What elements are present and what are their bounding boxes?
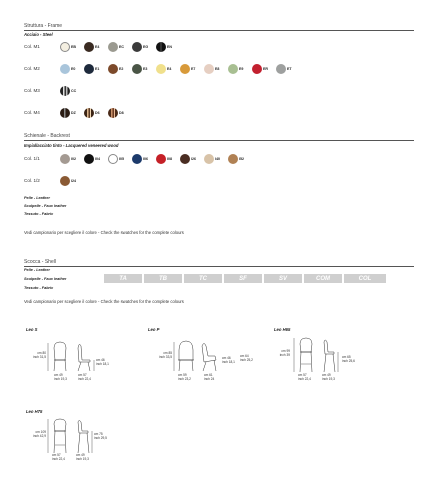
backrest-code-i52: I52 — [239, 157, 244, 161]
leo-h65-depth: cm 49 inch 19,3 — [322, 373, 335, 381]
leo-p-arm-height: cm 64 inch 25,2 — [240, 354, 253, 362]
leo-h75-seat-height: cm 75 inch 29,5 — [94, 432, 107, 440]
leo-h75-depth: cm 49 inch 19,3 — [76, 453, 89, 461]
frame-swatch-d6 — [84, 108, 94, 118]
frame-swatch-e0 — [60, 64, 70, 74]
backrest-swatch-i02 — [60, 154, 70, 164]
frame-code-er: ER — [263, 67, 268, 71]
backrest-subtitle: Impiallacciato tinto - Lacquered veneered wood — [24, 143, 119, 148]
frame-code-eb: EB — [71, 45, 76, 49]
backrest-swatch-i24 — [60, 176, 70, 186]
frame-swatch-e8 — [204, 64, 214, 74]
frame-swatch-dz — [60, 108, 70, 118]
backrest-fabric-leather: Pelle - Leather — [24, 196, 50, 200]
backrest-rule — [24, 140, 414, 141]
leo-s-depth: cm 57 inch 22,4 — [78, 373, 91, 381]
frame-title: Struttura - Frame — [24, 23, 63, 29]
leo-h65-height: cm 99 inch 39 — [279, 349, 290, 357]
frame-code-eg: EG — [143, 45, 149, 49]
frame-code-e4: E4 — [167, 67, 172, 71]
frame-swatch-er — [252, 64, 262, 74]
backrest-row-label: Col. 1/2 — [24, 178, 40, 183]
frame-code-et: ET — [287, 67, 292, 71]
backrest-note: Vedi campionario per scegliere il colore - Check the swatches for the complete colours — [24, 230, 184, 235]
frame-code-e9: E9 — [239, 67, 244, 71]
leo-p-depth: cm 61 inch 24 — [204, 373, 215, 381]
frame-swatch-e1 — [84, 64, 94, 74]
shell-fabric-faux: Sculpelle - Faux leather — [24, 277, 67, 281]
backrest-title: Schienale - Backrest — [24, 133, 70, 139]
backrest-swatch-i26 — [180, 154, 190, 164]
backrest-swatch-i06 — [132, 154, 142, 164]
frame-row-label: Col. M3 — [24, 88, 40, 93]
frame-swatch-e7 — [180, 64, 190, 74]
backrest-fabric-faux: Sculpelle - Faux leather — [24, 204, 67, 208]
frame-swatch-e2 — [108, 64, 118, 74]
leo-s-height: cm 80 inch 31,5 — [33, 351, 46, 359]
backrest-swatch-i52 — [228, 154, 238, 164]
backrest-swatch-i04 — [84, 154, 94, 164]
leo-p-width: cm 59 inch 23,2 — [178, 373, 191, 381]
shell-fabric-leather: Pelle - Leather — [24, 268, 50, 272]
model-leo-s-name: Leo S — [26, 327, 38, 332]
frame-swatch-e3 — [132, 64, 142, 74]
shell-code-sv: SV — [264, 274, 302, 283]
frame-rule — [24, 30, 414, 31]
shell-rule — [24, 266, 414, 267]
backrest-code-i08: I08 — [167, 157, 172, 161]
leo-h75-front-drawing — [48, 418, 98, 458]
shell-title: Scocca - Shell — [24, 259, 56, 265]
backrest-row-label: Col. 1/1 — [24, 156, 40, 161]
shell-fabric-fabric: Tessuto - Fabric — [24, 286, 54, 290]
frame-swatch-e9 — [228, 64, 238, 74]
backrest-swatch-i08 — [156, 154, 166, 164]
frame-swatch-eg — [132, 42, 142, 52]
frame-subtitle: Acciaio - Steel — [24, 32, 53, 37]
leo-p-height: cm 85 inch 33,5 — [159, 351, 172, 359]
frame-row-label: Col. M4 — [24, 110, 40, 115]
frame-code-e3: E3 — [143, 67, 148, 71]
frame-row-label: Col. M2 — [24, 66, 40, 71]
frame-code-e1: E1 — [95, 67, 100, 71]
shell-code-col: COL — [344, 274, 386, 283]
backrest-swatch-i05 — [108, 154, 118, 164]
frame-code-cc: CC — [71, 89, 77, 93]
frame-swatch-e4 — [156, 64, 166, 74]
frame-swatch-eb — [60, 42, 70, 52]
leo-h75-width: cm 57 inch 22,4 — [52, 453, 65, 461]
backrest-code-i05: I05 — [119, 157, 124, 161]
frame-code-e0: E0 — [71, 67, 76, 71]
model-leo-h65-name: Leo H65 — [274, 327, 291, 332]
shell-code-sf: SF — [224, 274, 262, 283]
frame-code-e4: E4 — [95, 45, 100, 49]
frame-code-d8: D8 — [119, 111, 124, 115]
model-leo-h75-name: Leo H75 — [26, 409, 43, 414]
backrest-fabric-fabric: Tessuto - Fabric — [24, 212, 54, 216]
shell-color-row — [104, 274, 386, 283]
leo-s-width: cm 49 inch 19,3 — [54, 373, 67, 381]
backrest-code-i06: I06 — [143, 157, 148, 161]
leo-s-seat-height: cm 46 inch 18,1 — [96, 358, 109, 366]
shell-code-tc: TC — [184, 274, 222, 283]
frame-code-en: EN — [167, 45, 172, 49]
frame-row-label: Col. M1 — [24, 44, 40, 49]
backrest-code-i40: I40 — [215, 157, 220, 161]
frame-swatch-d8 — [108, 108, 118, 118]
shell-code-ta: TA — [104, 274, 142, 283]
backrest-code-i02: I02 — [71, 157, 76, 161]
frame-code-ec: EC — [119, 45, 124, 49]
frame-code-e2: E2 — [119, 67, 124, 71]
frame-swatch-et — [276, 64, 286, 74]
frame-swatch-e4 — [84, 42, 94, 52]
frame-code-e8: E8 — [215, 67, 220, 71]
leo-p-seat-height: cm 46 inch 18,1 — [222, 356, 235, 364]
leo-h65-seat-height: cm 65 inch 25,6 — [342, 355, 355, 363]
frame-swatch-cc — [60, 86, 70, 96]
backrest-swatch-i40 — [204, 154, 214, 164]
frame-code-e7: E7 — [191, 67, 196, 71]
shell-note: Vedi campionario per scegliere il colore - Check the swatches for the complete colours — [24, 299, 184, 304]
shell-code-com: COM — [304, 274, 342, 283]
leo-h65-width: cm 57 inch 22,4 — [298, 373, 311, 381]
shell-code-tb: TB — [144, 274, 182, 283]
backrest-code-i26: I26 — [191, 157, 196, 161]
frame-swatch-ec — [108, 42, 118, 52]
frame-code-d6: D6 — [95, 111, 100, 115]
frame-code-dz: DZ — [71, 111, 76, 115]
model-leo-p-name: Leo P — [148, 327, 160, 332]
backrest-code-i24: I24 — [71, 179, 76, 183]
frame-swatch-en — [156, 42, 166, 52]
leo-h75-height: cm 109 inch 42,9 — [33, 430, 46, 438]
backrest-code-i04: I04 — [95, 157, 100, 161]
